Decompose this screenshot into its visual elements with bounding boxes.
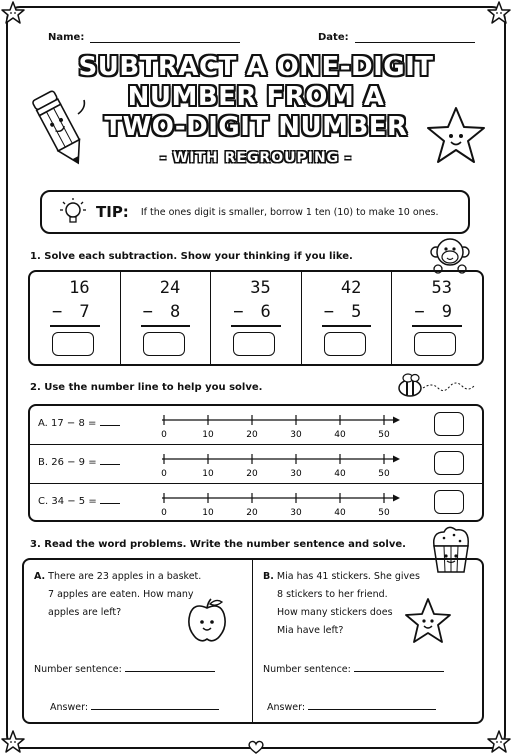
answer-box[interactable] [414, 332, 456, 356]
title-line-1: SUBTRACT A ONE-DIGIT [78, 52, 434, 82]
subtrahend: 5 [351, 302, 362, 322]
section-3-title: 3. Read the word problems. Write the number sentence and solve. [30, 539, 406, 550]
number-line-tick-label: 30 [290, 508, 302, 518]
word-problem-a [24, 560, 253, 722]
subtraction-problem [30, 272, 121, 364]
title-line-3: TWO-DIGIT NUMBER [104, 112, 408, 142]
pencil-mascot-icon [26, 84, 92, 174]
number-line [158, 410, 408, 442]
number-line-question: C. 34 − 5 = [38, 496, 120, 507]
word-problem-b [253, 560, 482, 722]
answer-rule [141, 325, 191, 327]
answer-field[interactable]: Answer: [267, 702, 436, 713]
number-line-tick-label: 20 [246, 430, 258, 440]
star-icon [486, 729, 512, 755]
star-icon [0, 0, 26, 26]
number-sentence-field[interactable]: Number sentence: [34, 664, 215, 675]
date-label: Date: [318, 32, 349, 43]
date-field[interactable] [318, 32, 475, 43]
subtraction-problem [211, 272, 302, 364]
minuend: 42 [340, 278, 362, 298]
monkey-icon [430, 236, 470, 274]
subtrahend: 9 [441, 302, 452, 322]
arrow-right-icon [393, 417, 400, 424]
number-line-tick-label: 10 [202, 508, 214, 518]
name-field[interactable] [48, 32, 240, 43]
arrow-right-icon [393, 456, 400, 463]
star-icon [403, 596, 453, 646]
number-line-tick-label: 20 [246, 469, 258, 479]
star-icon [0, 729, 26, 755]
number-line-tick-label: 30 [290, 430, 302, 440]
minus-sign: − [142, 302, 153, 322]
number-line-row [30, 484, 482, 523]
minuend: 16 [69, 278, 90, 298]
answer-rule [412, 325, 462, 327]
number-line-problems [28, 404, 484, 522]
subtrahend: 6 [260, 302, 271, 322]
answer-blank[interactable] [100, 425, 120, 426]
number-line-tick-label: 30 [290, 469, 302, 479]
minus-sign: − [233, 302, 244, 322]
number-line-tick-label: 50 [378, 508, 390, 518]
minuend: 53 [431, 278, 452, 298]
number-line-tick-label: 0 [161, 508, 167, 518]
tip-text: If the ones digit is smaller, borrow 1 ten (10) to make 10 ones. [140, 206, 439, 218]
number-line-tick-label: 50 [378, 469, 390, 479]
minus-sign: − [52, 302, 63, 322]
answer-box[interactable] [233, 332, 275, 356]
number-line-tick-label: 40 [334, 508, 346, 518]
number-line-tick-label: 40 [334, 469, 346, 479]
number-line [158, 488, 408, 520]
lightbulb-icon [58, 196, 88, 228]
number-line-question: B. 26 − 9 = [38, 457, 120, 468]
answer-box[interactable] [434, 490, 464, 514]
number-line-question: A. 17 − 8 = [38, 418, 120, 429]
date-line[interactable] [355, 33, 475, 43]
star-icon [486, 0, 512, 26]
word-problems [22, 558, 484, 724]
answer-box[interactable] [143, 332, 185, 356]
number-line-tick-label: 0 [161, 430, 167, 440]
number-line-row [30, 445, 482, 484]
answer-line[interactable] [308, 709, 436, 710]
number-line-tick-label: 10 [202, 469, 214, 479]
problem-letter: A. [34, 571, 46, 582]
number-line-tick-label: 10 [202, 430, 214, 440]
minus-sign: − [323, 302, 335, 322]
number-line-tick-label: 50 [378, 430, 390, 440]
answer-box[interactable] [434, 451, 464, 475]
tip-label: TIP: [96, 203, 129, 221]
problem-letter: B. [263, 571, 274, 582]
subtrahend: 8 [169, 302, 181, 322]
answer-field[interactable]: Answer: [50, 702, 219, 713]
subtraction-problems [28, 270, 484, 366]
minuend: 24 [159, 278, 181, 298]
number-sentence-line[interactable] [125, 671, 215, 672]
answer-box[interactable] [324, 332, 366, 356]
heart-icon [247, 739, 265, 755]
answer-line[interactable] [91, 709, 219, 710]
number-line [158, 449, 408, 481]
star-mascot-icon [424, 104, 488, 168]
apple-icon [184, 596, 230, 644]
bee-icon [396, 372, 476, 400]
number-sentence-line[interactable] [354, 671, 444, 672]
title-line-2: NUMBER FROM A [127, 82, 385, 112]
minus-sign: − [414, 302, 425, 322]
number-sentence-field[interactable]: Number sentence: [263, 664, 444, 675]
section-2-title: 2. Use the number line to help you solve. [30, 382, 263, 393]
name-line[interactable] [90, 33, 240, 43]
word-problem-text: A. There are 23 apples in a basket. 7 apples are eaten. How many apples are left? [34, 571, 202, 618]
section-1-title: 1. Solve each subtraction. Show your thinking if you like. [30, 251, 353, 262]
page-subtitle: - WITH REGROUPING - [160, 150, 352, 166]
subtraction-problem [302, 272, 393, 364]
number-line-tick-label: 0 [161, 469, 167, 479]
subtrahend: 7 [79, 302, 90, 322]
word-problem-text: B. Mia has 41 stickers. She gives 8 stickers to her friend. How many stickers does Mia have left? [263, 571, 420, 636]
name-label: Name: [48, 32, 85, 43]
number-line-tick-label: 40 [334, 430, 346, 440]
answer-blank[interactable] [100, 464, 120, 465]
number-line-row [30, 406, 482, 445]
answer-rule [50, 325, 100, 327]
answer-rule [322, 325, 372, 327]
answer-blank[interactable] [100, 503, 120, 504]
page-title [56, 52, 456, 142]
subtraction-problem [121, 272, 212, 364]
answer-box[interactable] [52, 332, 94, 356]
minuend: 35 [250, 278, 271, 298]
number-line-tick-label: 20 [246, 508, 258, 518]
tip-box [40, 190, 470, 234]
answer-box[interactable] [434, 412, 464, 436]
subtraction-problem [392, 272, 482, 364]
answer-rule [231, 325, 281, 327]
arrow-right-icon [393, 495, 400, 502]
